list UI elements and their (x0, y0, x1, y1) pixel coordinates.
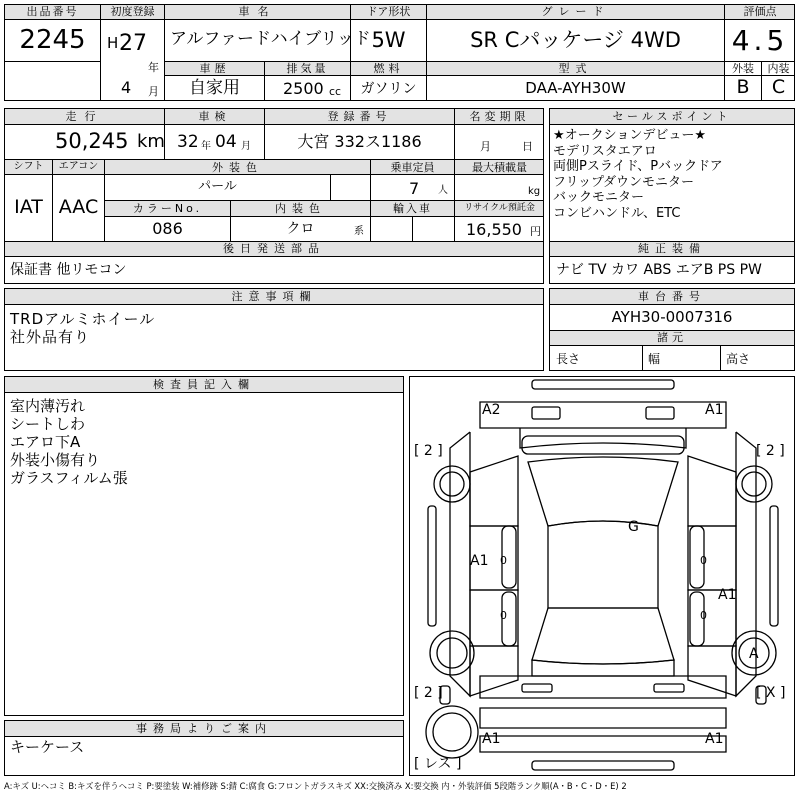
front-grille-right (646, 407, 674, 419)
width-label: 幅 (648, 352, 661, 366)
capacity-label: 乗車定員 (390, 161, 435, 174)
rear-lamp-right (654, 684, 684, 692)
first-reg-year: 27 (119, 31, 147, 56)
int-color-label: 内装色 (275, 202, 326, 215)
ac-label: エアコン (58, 161, 99, 172)
door-label: ドア形状 (366, 5, 411, 18)
height-label: 高さ (726, 352, 751, 366)
front-bumper (532, 380, 674, 389)
color-no-label: カラーNo. (132, 202, 203, 215)
max-load-unit: kg (528, 186, 541, 197)
sales-label: セールスポイント (612, 110, 732, 123)
mark-a-rear-right: A (749, 646, 759, 662)
mileage: 50,245 (55, 129, 129, 153)
left-panel (470, 456, 518, 526)
left-door-rear (470, 590, 518, 646)
car-name: アルファードハイブリッド (170, 29, 371, 49)
chassis-number: AYH30-0007316 (611, 308, 733, 326)
rear-outline (480, 676, 726, 698)
inspector-line: 室内薄汚れ (10, 397, 86, 415)
history-label: 車歴 (199, 62, 230, 75)
rear-bumper-upper (480, 708, 726, 728)
lot-label: 出品番号 (26, 5, 79, 18)
displacement-label: 排気量 (286, 62, 329, 75)
inspection-year: 32 (177, 132, 199, 152)
car-diagram (410, 376, 796, 776)
rear-window (532, 608, 674, 664)
sales-point: モデリスタエアロ (553, 143, 657, 159)
dims-label: 諸元 (657, 331, 687, 344)
score: 4.5 (731, 24, 789, 57)
displacement-unit: cc (329, 85, 342, 98)
inspector-line: シートしわ (10, 415, 86, 433)
fuel-label: 燃料 (373, 62, 404, 75)
inspector-notes (10, 397, 128, 487)
first-reg-month-unit: 月 (148, 85, 159, 98)
int-grade: C (771, 76, 786, 98)
equipment-label: 純正装備 (638, 242, 706, 255)
color-no: 086 (152, 219, 183, 238)
rear-bumper (532, 761, 674, 770)
first-reg-year-unit: 年 (148, 61, 159, 74)
later-parts-label: 後日発送部品 (223, 242, 325, 255)
mark-a1-front-right: A1 (705, 402, 724, 418)
max-load-label: 最大積載量 (472, 161, 527, 174)
right-panel (688, 456, 736, 526)
sales-point: ★オークションデビュー★ (553, 128, 707, 143)
mark-left-2-upper: [ 2 ] (414, 443, 443, 459)
plate-number: 大宮 332ス1186 (297, 132, 422, 151)
capacity: 7 (409, 179, 420, 198)
hood (520, 428, 686, 448)
first-reg-month: 4 (121, 78, 132, 97)
sales-points (553, 128, 723, 222)
inspection-label: 車検 (198, 110, 231, 123)
model-code: DAA-AYH30W (525, 79, 626, 97)
right-door-front (688, 526, 736, 590)
front-outline (480, 402, 726, 428)
int-color: クロ (286, 221, 315, 237)
front-grille (532, 407, 560, 419)
door-type: 5W (371, 28, 406, 52)
recycle-fee: 16,550 (466, 220, 522, 239)
score-label: 評価点 (743, 5, 777, 18)
inspector-line: 外装小傷有り (10, 451, 101, 469)
mileage-unit: km (137, 131, 165, 152)
tire-mark-rl: 0 (500, 609, 507, 622)
name-change-label: 名変期限 (469, 110, 530, 123)
mark-a2: A2 (482, 402, 501, 418)
mileage-label: 走行 (65, 110, 104, 123)
lot-number: 2245 (19, 25, 86, 55)
tire-mark-fr: 0 (700, 554, 707, 567)
shift: IAT (14, 196, 43, 218)
legend: A:キズ U:ヘコミ B:キズを伴うヘコミ P:要塗装 W:補修跡 S:錆 C:腐食 G:フロントガラスキズ XX:交換済み X:要交換 内・外装評価 5段階ランク順(A・B・C・D・E) 2 (4, 781, 627, 791)
notes-label: 注意事項欄 (231, 290, 317, 303)
notes (10, 310, 155, 346)
name-change-month: 月 (480, 140, 491, 153)
sales-point: フリップダウンモニター (553, 174, 695, 190)
ext-grade-label: 外装 (732, 62, 754, 75)
displacement: 2500 (283, 79, 324, 98)
car-name-label: 車名 (238, 5, 277, 18)
equipment: ナビ TV カワ ABS エアB PS PW (556, 262, 762, 278)
roof (548, 521, 658, 608)
mark-right-2-upper: [ 2 ] (756, 443, 785, 459)
note-line: TRDアルミホイール (10, 310, 156, 328)
right-side-bar (770, 506, 778, 626)
right-rear-panel (688, 646, 736, 696)
inspector-label: 検査員記入欄 (153, 378, 255, 391)
rear-lower (480, 736, 726, 752)
office-note: キーケース (10, 738, 85, 756)
inspector-line: ガラスフィルム張 (10, 469, 128, 487)
fuel: ガソリン (360, 81, 417, 97)
inspection-month: 04 (215, 132, 237, 152)
name-change-day: 日 (522, 140, 533, 153)
windshield (528, 457, 678, 526)
color-label: 外装色 (212, 161, 263, 174)
model-label: 型式 (558, 62, 593, 75)
chassis-label: 車台番号 (638, 290, 706, 303)
tire-mark-rr: 0 (700, 609, 707, 622)
later-parts: 保証書 他リモコン (10, 262, 127, 278)
grade-label: グレード (541, 5, 610, 18)
rear-gate (532, 660, 674, 676)
left-side-bar (428, 506, 436, 626)
note-line: 社外品有り (10, 328, 91, 346)
office-label: 事務局よりご案内 (136, 722, 272, 735)
mark-left-2-lower: [ 2 ] (414, 685, 443, 701)
shift-label: シフト (13, 161, 44, 172)
inspector-line: エアロ下A (10, 433, 81, 451)
first-reg-label: 初度登録 (110, 5, 155, 18)
plate-label: 登録番号 (327, 110, 392, 123)
color: パール (198, 179, 237, 194)
mark-g: G (628, 519, 639, 535)
mark-right-x: [ X ] (756, 685, 786, 701)
mark-a1-right-door: A1 (718, 587, 737, 603)
left-rear-panel (470, 646, 518, 696)
import-label: 輸入車 (393, 202, 432, 215)
rear-lamp-left (522, 684, 552, 692)
recycle-unit: 円 (530, 225, 541, 238)
capacity-unit: 人 (438, 185, 448, 196)
grade: SR Cパッケージ 4WD (470, 28, 681, 52)
recycle-label: リサイクル預託金 (464, 203, 535, 213)
mark-spare-less: [ レス ] (414, 756, 462, 772)
history: 自家用 (189, 78, 240, 98)
first-reg-era: H (107, 34, 119, 52)
length-label: 長さ (556, 352, 581, 366)
mark-a1-rear-right: A1 (705, 731, 724, 747)
mark-a1-rear-left: A1 (482, 731, 501, 747)
tire-mark-fl: 0 (500, 554, 507, 567)
inspection-month-unit: 月 (241, 141, 251, 152)
spare-tire (426, 706, 478, 758)
mark-a1-left-door: A1 (470, 553, 489, 569)
int-color-unit: 系 (354, 226, 364, 237)
sales-point: コンビハンドル、ETC (553, 205, 681, 221)
ac: AAC (58, 196, 99, 218)
sales-point: バックモニター (553, 190, 645, 206)
sales-point: 両側Pスライド、Pバックドア (553, 159, 723, 175)
inspection-year-unit: 年 (201, 141, 211, 152)
ext-grade: B (736, 76, 750, 98)
int-grade-label: 内装 (767, 62, 790, 75)
